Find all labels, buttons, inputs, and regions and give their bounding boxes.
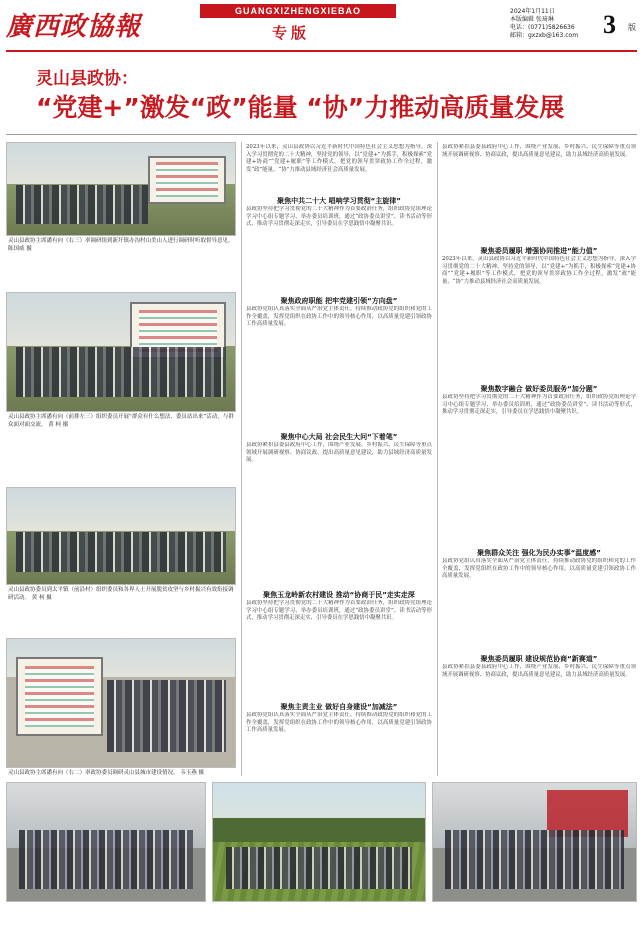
bottom-photo-2 [212,782,426,902]
subhead-3: 聚焦中心大局 社会民生大问“下着笔” [280,433,398,441]
article-body-6: 县政协党组认真落实全面从严治党主体责任，持续推动政协党的组织和党的工作全覆盖，发挥党组织在政协工作中的领导核心作用，以高质量党建引领政协工作高质量发展。 [246,712,432,734]
photo-1-caption: 灵山县政协主席潘有向（右三）率调研组到新圩镇办沟村山美山人进行调研时听取督导意见。 陈国威 摄 [8,238,234,252]
article-body-10: 县政协党组认真落实全面从严治党主体责任，持续推动政协党的组织和党的工作全覆盖，发挥党组织在政协工作中的领导核心作用，以高质量党建引领政协工作高质量发展。 [442,558,636,580]
bottom-photo-1 [6,782,206,902]
article-body-1: 2023年以来，灵山县政协以习近平新时代中国特色社会主义思想为指导，深入学习贯彻党的二十大精神，坚持党的领导，以“党建+”为抓手，积极探索“党建+协商”“党建+履职”等工作模式，把党的领导贯穿政协工作全过程，激发“政”能量、“协”力推动县域经济社会高质量发展。 [246,144,432,173]
article-body-2: 县政协坚持把学习贯彻党的二十大精神作为首要政治任务，组织政协党组理论学习中心组专题学习，举办委员培训班，通过“政协委员讲堂”、读书活动等形式，推动学习贯彻走深走实，引导委员在学思践悟中凝聚共识。 [246,206,432,228]
issue-editor: 本版编辑 张琦琳 [510,16,554,23]
article-body-9: 县政协坚持把学习贯彻党的二十大精神作为首要政治任务，组织政协党组理论学习中心组专题学习，举办委员培训班，通过“政协委员讲堂”、读书活动等形式，推动学习贯彻走深走实，引导委员在学思践悟中凝聚共识。 [442,394,636,416]
pinyin-bar: GUANGXIZHENGXIEBAO [200,4,396,18]
article-body-8: 2023年以来，灵山县政协以习近平新时代中国特色社会主义思想为指导，深入学习贯彻党的二十大精神，坚持党的领导，以“党建+”为抓手，积极探索“党建+协商”“党建+履职”等工作模式，把党的领导贯穿政协工作全过程，激发“政”能量、“协”力推动县域经济社会高质量发展。 [442,256,636,285]
subhead-7: 聚焦数字融合 做好委员服务“加分题” [480,385,598,393]
page-number: 3 [603,10,616,39]
subhead-4: 聚焦玉龙岭新农村建设 推动“协商于民”走实走深 [263,591,415,599]
article-body-4: 县政协紧扣县委县政府中心工作，围绕产业发展、乡村振兴、民生保障等重点领域开展调研视察、协商议政，提出高质量意见建议，助力县域经济高质量发展。 [246,442,432,464]
photo-4 [6,638,236,768]
subhead-1: 聚焦中共二十大 唱响学习贯彻“主旋律” [277,197,401,205]
photo-3 [6,487,236,585]
column-divider-2 [437,142,438,776]
subhead-2: 聚焦政府职能 把牢党建引领“方向盘” [280,297,398,305]
headline-rule [6,134,637,135]
article-body-5: 县政协坚持把学习贯彻党的二十大精神作为首要政治任务，组织政协党组理论学习中心组专题学习，举办委员培训班，通过“政协委员讲堂”、读书活动等形式，推动学习贯彻走深走实，引导委员在学思践悟中凝聚共识。 [246,600,432,622]
newspaper-logo: 廣西政協報 [6,12,142,42]
photo-4-caption: 灵山县政协主席潘有向（右二）率政协委员调研灵山县城市建设情况。 韦玉燕 摄 [8,770,205,776]
section-name: 专版 [272,24,311,42]
issue-email: 邮箱：gxzxb@163.com [510,32,579,39]
column-divider-1 [241,142,242,776]
page-unit: 版 [628,23,636,32]
photo-1 [6,142,236,236]
subhead-5: 聚焦主责主业 做好自身建设“加减法” [280,703,398,711]
masthead-rule [6,50,637,52]
bottom-photo-3 [432,782,637,902]
issue-date: 2024年1月11日 [510,8,555,15]
subhead-8: 聚焦群众关注 强化为民办实事“温度感” [477,549,601,557]
masthead [0,0,643,50]
main-headline: “党建+”激发“政”能量 “协”力推动高质量发展 [36,93,565,122]
headline-kicker: 灵山县政协： [36,69,138,89]
issue-phone: 电话：(0771)5826636 [510,24,575,31]
article-body-11: 县政协紧扣县委县政府中心工作，围绕产业发展、乡村振兴、民生保障等重点领域开展调研视察、协商议政，提出高质量意见建议，助力县域经济高质量发展。 [442,664,636,678]
photo-3-caption: 灵山县政协委员到太平镇（前沿村）组织委员和各界人士开展脱贫攻坚与乡村振兴有效衔接调研活动。 黄 柯 摄 [8,587,234,601]
photo-2-caption: 灵山县政协主席潘有向（前排左三）组织委员开展“群众有什么想法、委员站出来”活动，与群众面对面交流。 黄 柯 摄 [8,414,234,428]
subhead-9: 聚焦委员履职 建设规范协商“新赛道” [480,655,598,663]
article-body-7: 县政协紧扣县委县政府中心工作，围绕产业发展、乡村振兴、民生保障等重点领域开展调研视察、协商议政，提出高质量意见建议，助力县域经济高质量发展。 [442,144,636,158]
subhead-6: 聚焦委员履职 增强协同推进“能力值” [480,247,598,255]
photo-2 [6,292,236,412]
article-body-3: 县政协党组认真落实全面从严治党主体责任，持续推动政协党的组织和党的工作全覆盖，发挥党组织在政协工作中的领导核心作用，以高质量党建引领政协工作高质量发展。 [246,306,432,328]
issue-info [510,8,578,40]
